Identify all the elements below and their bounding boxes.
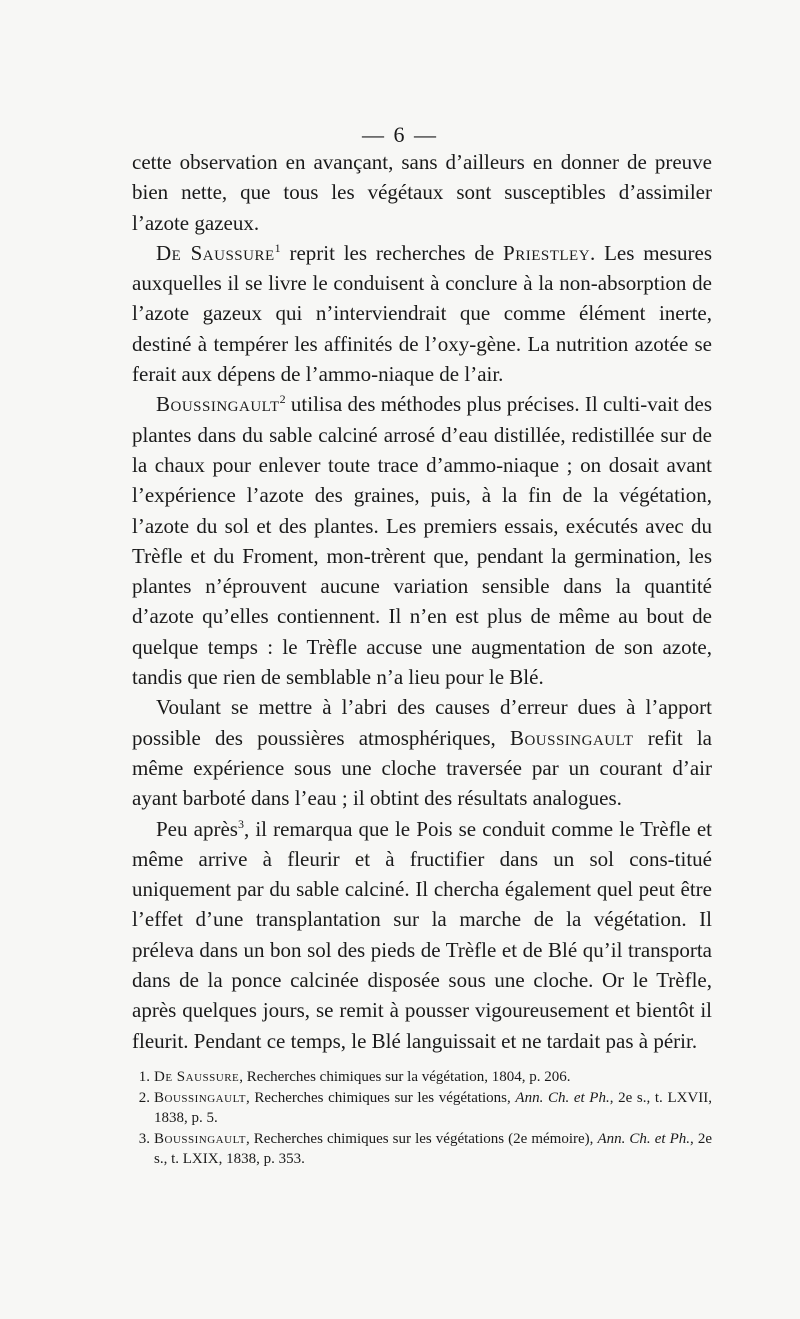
footnote-text: , 2e s., t. LXIX, 1838, p. 353. bbox=[154, 1130, 712, 1167]
footnote-ref: 1 bbox=[274, 240, 281, 255]
author-name: Priestley bbox=[503, 240, 591, 265]
footnote bbox=[132, 1129, 712, 1170]
footnote-author: De Saussure bbox=[154, 1069, 240, 1085]
paragraph-3 bbox=[132, 389, 712, 692]
paragraph-2-text: reprit les recherches de bbox=[280, 240, 504, 265]
paragraph-5-text: Peu après bbox=[156, 816, 238, 841]
footnote-number: 1. bbox=[138, 1069, 150, 1085]
footnote-text: , Recherches chimiques sur les végétations (2e mémoire), bbox=[246, 1130, 598, 1147]
paragraph-2 bbox=[132, 238, 712, 389]
footnote-author: Boussingault bbox=[154, 1089, 246, 1106]
footnote bbox=[132, 1067, 712, 1088]
footnote-text: , Recherches chimiques sur les végétations, bbox=[246, 1089, 516, 1106]
footnote-text: , Recherches chimiques sur la végétation, 1804, p. 206. bbox=[239, 1069, 571, 1085]
footnote-number: 3. bbox=[138, 1130, 150, 1147]
footnote-journal: Ann. Ch. et Ph. bbox=[597, 1130, 691, 1147]
author-name: De Saussure bbox=[156, 240, 275, 265]
paragraph-4 bbox=[132, 692, 712, 813]
paragraph-4-text: refit la même expérience sous une cloche traversée par un courant d’air ayant barboté dans l’eau ; il obtint des résultats analogues. bbox=[132, 725, 712, 811]
author-name: Boussingault bbox=[509, 725, 634, 750]
body-text bbox=[132, 147, 712, 1056]
page-number: — 6 — bbox=[362, 122, 438, 147]
paragraph-1-text: cette observation en avançant, sans d’ailleurs en donner de preuve bien nette, que tous les végétaux sont susceptibles d’assimiler l’azote gazeux. bbox=[132, 150, 712, 235]
footnote-ref: 3 bbox=[237, 816, 244, 831]
author-name: Boussingault bbox=[156, 392, 280, 417]
footnote-ref: 2 bbox=[279, 392, 286, 407]
footnote-number: 2. bbox=[138, 1089, 150, 1106]
footnote-text: , 2e s., t. LXVII, 1838, p. 5. bbox=[154, 1089, 713, 1126]
footnote bbox=[132, 1088, 712, 1129]
paragraph-1 bbox=[132, 147, 712, 238]
paragraph-2-text: . Les mesures auxquelles il se livre le conduisent à conclure à la non-absorption de l’azote gazeux qui n’interviendrait que comme élément inerte, destiné à tempérer les affinités de l’oxy-gène. La nutrition azotée se ferait aux dépens de l’ammo-niaque de l’air. bbox=[132, 240, 713, 387]
paragraph-5-text: , il remarqua que le Pois se conduit comme le Trèfle et même arrive à fleurir et à fructifier dans un sol cons-titué uniquement par du sable calciné. Il chercha également quel peut être l’effet d’une transplantation sur la marche de la végétation. Il préleva dans un bon sol des pieds de Trèfle et de Blé qu’il transporta dans de la ponce calcinée disposée sous une cloche. Or le Trèfle, après quelques jours, se remit à pousser vigoureusement et bientôt il fleurit. Pendant ce temps, le Blé languissait et ne tardait pas à périr. bbox=[132, 816, 712, 1053]
paragraph-4-text: Voulant se mettre à l’abri des causes d’erreur dues à l’apport possible des poussières atmosphériques, bbox=[132, 695, 712, 750]
footnote-author: Boussingault bbox=[154, 1130, 246, 1147]
footnote-journal: Ann. Ch. et Ph. bbox=[515, 1089, 610, 1106]
paragraph-3-text: utilisa des méthodes plus précises. Il culti-vait des plantes dans du sable calciné arrosé d’eau distillée, redistillée sur de la chaux pour enlever toute trace d’ammo-niaque ; on dosait avant l’expérience l’azote des graines, puis, à la fin de la végétation, l’azote du sol et des plantes. Les premiers essais, exécutés avec du Trèfle et du Froment, mon-trèrent que, pendant la germination, les plantes n’éprouvent aucune variation sensible dans la quantité d’azote qu’elles contiennent. Il n’en est plus de même au bout de quelque temps : le Trèfle accuse une augmentation de son azote, tandis que rien de semblable n’a lieu pour le Blé. bbox=[132, 392, 712, 690]
paragraph-5 bbox=[132, 814, 712, 1056]
footnotes bbox=[132, 1067, 712, 1170]
